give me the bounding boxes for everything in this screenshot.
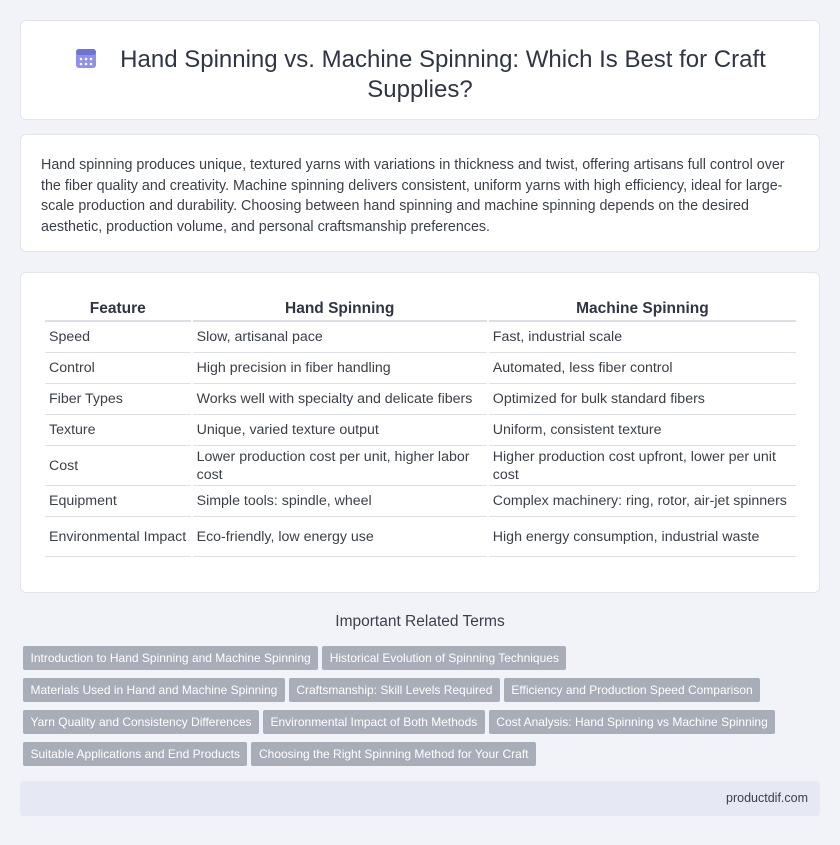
table-row bbox=[45, 486, 796, 517]
table-cell: Control bbox=[45, 353, 191, 384]
related-term-tag[interactable]: Choosing the Right Spinning Method for Your Craft bbox=[251, 742, 536, 766]
related-term-tag[interactable]: Materials Used in Hand and Machine Spinning bbox=[23, 678, 285, 702]
table-cell: Slow, artisanal pace bbox=[193, 322, 487, 353]
table-cell: Complex machinery: ring, rotor, air-jet spinners bbox=[489, 486, 796, 517]
footer bbox=[20, 781, 820, 816]
table-cell: Fiber Types bbox=[45, 384, 191, 415]
table-row bbox=[45, 517, 796, 557]
table-cell: Higher production cost upfront, lower per unit cost bbox=[489, 446, 796, 486]
related-term-tag[interactable]: Efficiency and Production Speed Comparison bbox=[504, 678, 760, 702]
table-cell: Unique, varied texture output bbox=[193, 415, 487, 446]
table-cell: High energy consumption, industrial waste bbox=[489, 517, 796, 557]
table-cell: Automated, less fiber control bbox=[489, 353, 796, 384]
calendar-icon bbox=[74, 46, 98, 70]
intro-paragraph: Hand spinning produces unique, textured yarns with variations in thickness and twist, offering artisans full control over the fiber quality and creativity. Machine spinning delivers consistent, uniform yarns with high efficiency, ideal for large-scale production and durability. Choosing between hand spinning and machine spinning depends on the desired aesthetic, production volume, and personal craftsmanship preferences. bbox=[41, 157, 785, 235]
table-cell: Equipment bbox=[45, 486, 191, 517]
table-header-row bbox=[45, 295, 796, 322]
table-cell: High precision in fiber handling bbox=[193, 353, 487, 384]
footer-site-link[interactable]: productdif.com bbox=[726, 791, 808, 805]
tag-row bbox=[23, 742, 823, 774]
table-row bbox=[45, 322, 796, 353]
table-cell: Fast, industrial scale bbox=[489, 322, 796, 353]
table-cell: Cost bbox=[45, 446, 191, 486]
comparison-table bbox=[43, 295, 798, 557]
table-row bbox=[45, 415, 796, 446]
intro-card bbox=[20, 134, 820, 252]
page-title: Hand Spinning vs. Machine Spinning: Which Is Best for Craft Supplies? bbox=[120, 46, 766, 103]
related-term-tag[interactable]: Yarn Quality and Consistency Differences bbox=[23, 710, 259, 734]
related-term-tag[interactable]: Environmental Impact of Both Methods bbox=[263, 710, 485, 734]
table-cell: Simple tools: spindle, wheel bbox=[193, 486, 487, 517]
related-term-tag[interactable]: Suitable Applications and End Products bbox=[23, 742, 247, 766]
related-terms-list bbox=[23, 646, 823, 774]
table-row bbox=[45, 384, 796, 415]
table-cell: Works well with specialty and delicate fibers bbox=[193, 384, 487, 415]
related-terms-title: Important Related Terms bbox=[335, 613, 505, 630]
comparison-card bbox=[20, 272, 820, 593]
header-machine-spinning: Machine Spinning bbox=[489, 295, 796, 322]
table-row bbox=[45, 353, 796, 384]
page-header bbox=[21, 45, 819, 105]
table-cell: Environmental Impact bbox=[45, 517, 191, 557]
table-cell: Lower production cost per unit, higher labor cost bbox=[193, 446, 487, 486]
tag-row bbox=[23, 710, 823, 742]
table-row bbox=[45, 446, 796, 486]
related-term-tag[interactable]: Historical Evolution of Spinning Techniques bbox=[322, 646, 566, 670]
table-cell: Uniform, consistent texture bbox=[489, 415, 796, 446]
tag-row bbox=[23, 678, 823, 710]
table-cell: Optimized for bulk standard fibers bbox=[489, 384, 796, 415]
header-feature: Feature bbox=[45, 295, 191, 322]
table-cell: Eco-friendly, low energy use bbox=[193, 517, 487, 557]
table-cell: Texture bbox=[45, 415, 191, 446]
tag-row bbox=[23, 646, 823, 678]
table-cell: Speed bbox=[45, 322, 191, 353]
header-card bbox=[20, 20, 820, 120]
related-term-tag[interactable]: Introduction to Hand Spinning and Machine Spinning bbox=[23, 646, 318, 670]
related-term-tag[interactable]: Craftsmanship: Skill Levels Required bbox=[289, 678, 500, 702]
header-hand-spinning: Hand Spinning bbox=[193, 295, 487, 322]
related-term-tag[interactable]: Cost Analysis: Hand Spinning vs Machine Spinning bbox=[489, 710, 776, 734]
